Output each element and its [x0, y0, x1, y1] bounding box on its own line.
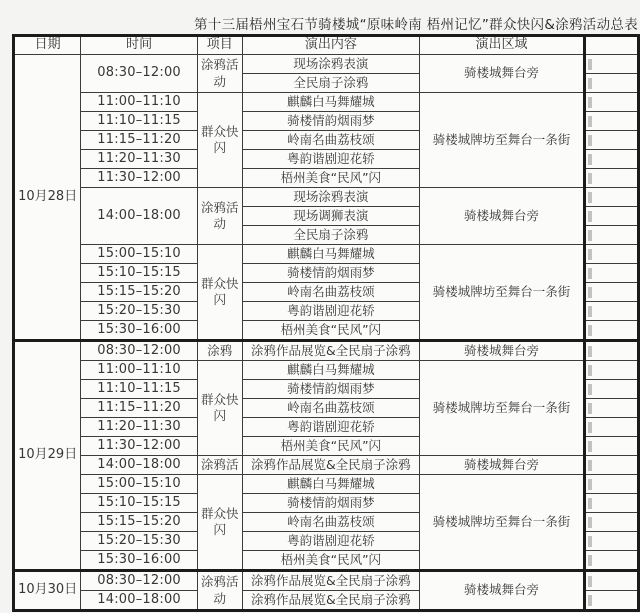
content-cell: 粤韵谐剧迎花轿: [242, 150, 420, 169]
activity-schedule-table: [12, 34, 640, 612]
time-cell: 11:20–11:30: [81, 150, 198, 169]
clipped-column-cell: [584, 437, 638, 456]
time-cell: 15:10–15:15: [81, 264, 198, 283]
content-cell: 麒麟白马舞耀城: [242, 361, 420, 380]
project-cell: 群众快闪: [197, 93, 242, 188]
time-cell: 11:10–11:15: [81, 380, 198, 399]
header-date: 日期: [14, 36, 81, 55]
table-row: [14, 245, 639, 264]
project-cell: 涂鸦: [197, 341, 242, 361]
time-cell: 11:20–11:30: [81, 418, 198, 437]
clipped-column-cell: [584, 341, 638, 361]
content-cell: 涂鸦作品展览&全民扇子涂鸦: [242, 591, 420, 611]
area-cell: 骑楼城舞台旁: [420, 456, 585, 475]
area-cell: 骑楼城舞台旁: [420, 188, 585, 245]
clipped-column-cell: [584, 55, 638, 74]
clipped-column-cell: [584, 169, 638, 188]
clipped-column-cell: [584, 591, 638, 611]
content-cell: 骑楼情韵烟雨梦: [242, 112, 420, 131]
content-cell: 粤韵谐剧迎花轿: [242, 302, 420, 321]
clipped-column-cell: [584, 494, 638, 513]
content-cell: 骑楼情韵烟雨梦: [242, 380, 420, 399]
clipped-column-cell: [584, 302, 638, 321]
time-cell: 08:30–12:00: [81, 571, 198, 591]
content-cell: 梧州美食“民风”闪: [242, 169, 420, 188]
content-cell: 岭南名曲荔枝颂: [242, 283, 420, 302]
area-cell: 骑楼城舞台旁: [420, 341, 585, 361]
clipped-column-cell: [584, 207, 638, 226]
table-header: [14, 36, 639, 55]
header-time: 时间: [81, 36, 198, 55]
time-cell: 15:15–15:20: [81, 513, 198, 532]
clipped-column-cell: [584, 361, 638, 380]
table-row: [14, 475, 639, 494]
area-cell: 骑楼城牌坊至舞台一条街: [420, 245, 585, 341]
project-cell: 涂鸦活动: [197, 571, 242, 611]
clipped-column-cell: [584, 74, 638, 93]
time-cell: 15:00–15:10: [81, 475, 198, 494]
content-cell: 涂鸦作品展览&全民扇子涂鸦: [242, 571, 420, 591]
project-cell: 群众快闪: [197, 245, 242, 341]
time-cell: 14:00–18:00: [81, 591, 198, 611]
content-cell: 梧州美食“民风”闪: [242, 437, 420, 456]
clipped-column-cell: [584, 283, 638, 302]
clipped-column-cell: [584, 456, 638, 475]
content-cell: 梧州美食“民风”闪: [242, 551, 420, 571]
clipped-column-cell: [584, 112, 638, 131]
content-cell: 涂鸦作品展览&全民扇子涂鸦: [242, 456, 420, 475]
header-content: 演出内容: [242, 36, 420, 55]
date-cell: 10月29日: [14, 341, 81, 571]
clipped-column-cell: [584, 551, 638, 571]
time-cell: 11:00–11:10: [81, 93, 198, 112]
clipped-column-cell: [584, 475, 638, 494]
clipped-column-cell: [584, 418, 638, 437]
header-area: 演出区域: [420, 36, 585, 55]
page-title: 第十三届梧州宝石节骑楼城“原味岭南 梧州记忆”群众快闪&涂鸦活动总表: [193, 17, 638, 33]
time-cell: 11:30–12:00: [81, 437, 198, 456]
time-cell: 15:20–15:30: [81, 302, 198, 321]
time-cell: 15:20–15:30: [81, 532, 198, 551]
time-cell: 15:10–15:15: [81, 494, 198, 513]
area-cell: 骑楼城牌坊至舞台一条街: [420, 361, 585, 456]
table-row: [14, 93, 639, 112]
header-clipped-column: [584, 36, 638, 55]
content-cell: 岭南名曲荔枝颂: [242, 131, 420, 150]
table-row: [14, 341, 639, 361]
clipped-column-cell: [584, 380, 638, 399]
content-cell: 麒麟白马舞耀城: [242, 93, 420, 112]
date-cell: 10月30日: [14, 571, 81, 611]
time-cell: 14:00–18:00: [81, 188, 198, 245]
project-cell: 涂鸦活动: [197, 188, 242, 245]
clipped-column-cell: [584, 131, 638, 150]
content-cell: 岭南名曲荔枝颂: [242, 399, 420, 418]
header-project: 项目: [197, 36, 242, 55]
project-cell: 群众快闪: [197, 361, 242, 456]
content-cell: 全民扇子涂鸦: [242, 226, 420, 245]
header-row: [14, 36, 639, 55]
time-cell: 08:30–12:00: [81, 55, 198, 93]
area-cell: 骑楼城舞台旁: [420, 571, 585, 611]
clipped-column-cell: [584, 399, 638, 418]
project-cell: 涂鸦活: [197, 456, 242, 475]
content-cell: 梧州美食“民风”闪: [242, 321, 420, 341]
time-cell: 15:00–15:10: [81, 245, 198, 264]
time-cell: 11:00–11:10: [81, 361, 198, 380]
clipped-column-cell: [584, 513, 638, 532]
clipped-column-cell: [584, 321, 638, 341]
time-cell: 11:10–11:15: [81, 112, 198, 131]
clipped-column-cell: [584, 93, 638, 112]
time-cell: 15:30–16:00: [81, 551, 198, 571]
content-cell: 骑楼情韵烟雨梦: [242, 494, 420, 513]
clipped-column-cell: [584, 150, 638, 169]
date-cell: 10月28日: [14, 55, 81, 341]
table-row: [14, 571, 639, 591]
table-row: [14, 55, 639, 74]
area-cell: 骑楼城舞台旁: [420, 55, 585, 93]
table-row: [14, 456, 639, 475]
area-cell: 骑楼城牌坊至舞台一条街: [420, 475, 585, 571]
content-cell: 全民扇子涂鸦: [242, 74, 420, 93]
area-cell: 骑楼城牌坊至舞台一条街: [420, 93, 585, 188]
content-cell: 现场涂鸦表演: [242, 55, 420, 74]
time-cell: 15:15–15:20: [81, 283, 198, 302]
clipped-column-cell: [584, 188, 638, 207]
content-cell: 骑楼情韵烟雨梦: [242, 264, 420, 283]
clipped-column-cell: [584, 226, 638, 245]
content-cell: 麒麟白马舞耀城: [242, 475, 420, 494]
time-cell: 14:00–18:00: [81, 456, 198, 475]
project-cell: 涂鸦活动: [197, 55, 242, 93]
clipped-column-cell: [584, 571, 638, 591]
time-cell: 08:30–12:00: [81, 341, 198, 361]
table-row: [14, 361, 639, 380]
table-row: [14, 188, 639, 207]
time-cell: 11:30–12:00: [81, 169, 198, 188]
clipped-column-cell: [584, 264, 638, 283]
table-body: [14, 55, 639, 611]
time-cell: 15:30–16:00: [81, 321, 198, 341]
content-cell: 粤韵谐剧迎花轿: [242, 418, 420, 437]
content-cell: 现场调狮表演: [242, 207, 420, 226]
content-cell: 现场涂鸦表演: [242, 188, 420, 207]
clipped-column-cell: [584, 245, 638, 264]
clipped-column-cell: [584, 532, 638, 551]
time-cell: 11:15–11:20: [81, 399, 198, 418]
project-cell: 群众快闪: [197, 475, 242, 571]
content-cell: 岭南名曲荔枝颂: [242, 513, 420, 532]
content-cell: 粤韵谐剧迎花轿: [242, 532, 420, 551]
content-cell: 涂鸦作品展览&全民扇子涂鸦: [242, 341, 420, 361]
content-cell: 麒麟白马舞耀城: [242, 245, 420, 264]
time-cell: 11:15–11:20: [81, 131, 198, 150]
